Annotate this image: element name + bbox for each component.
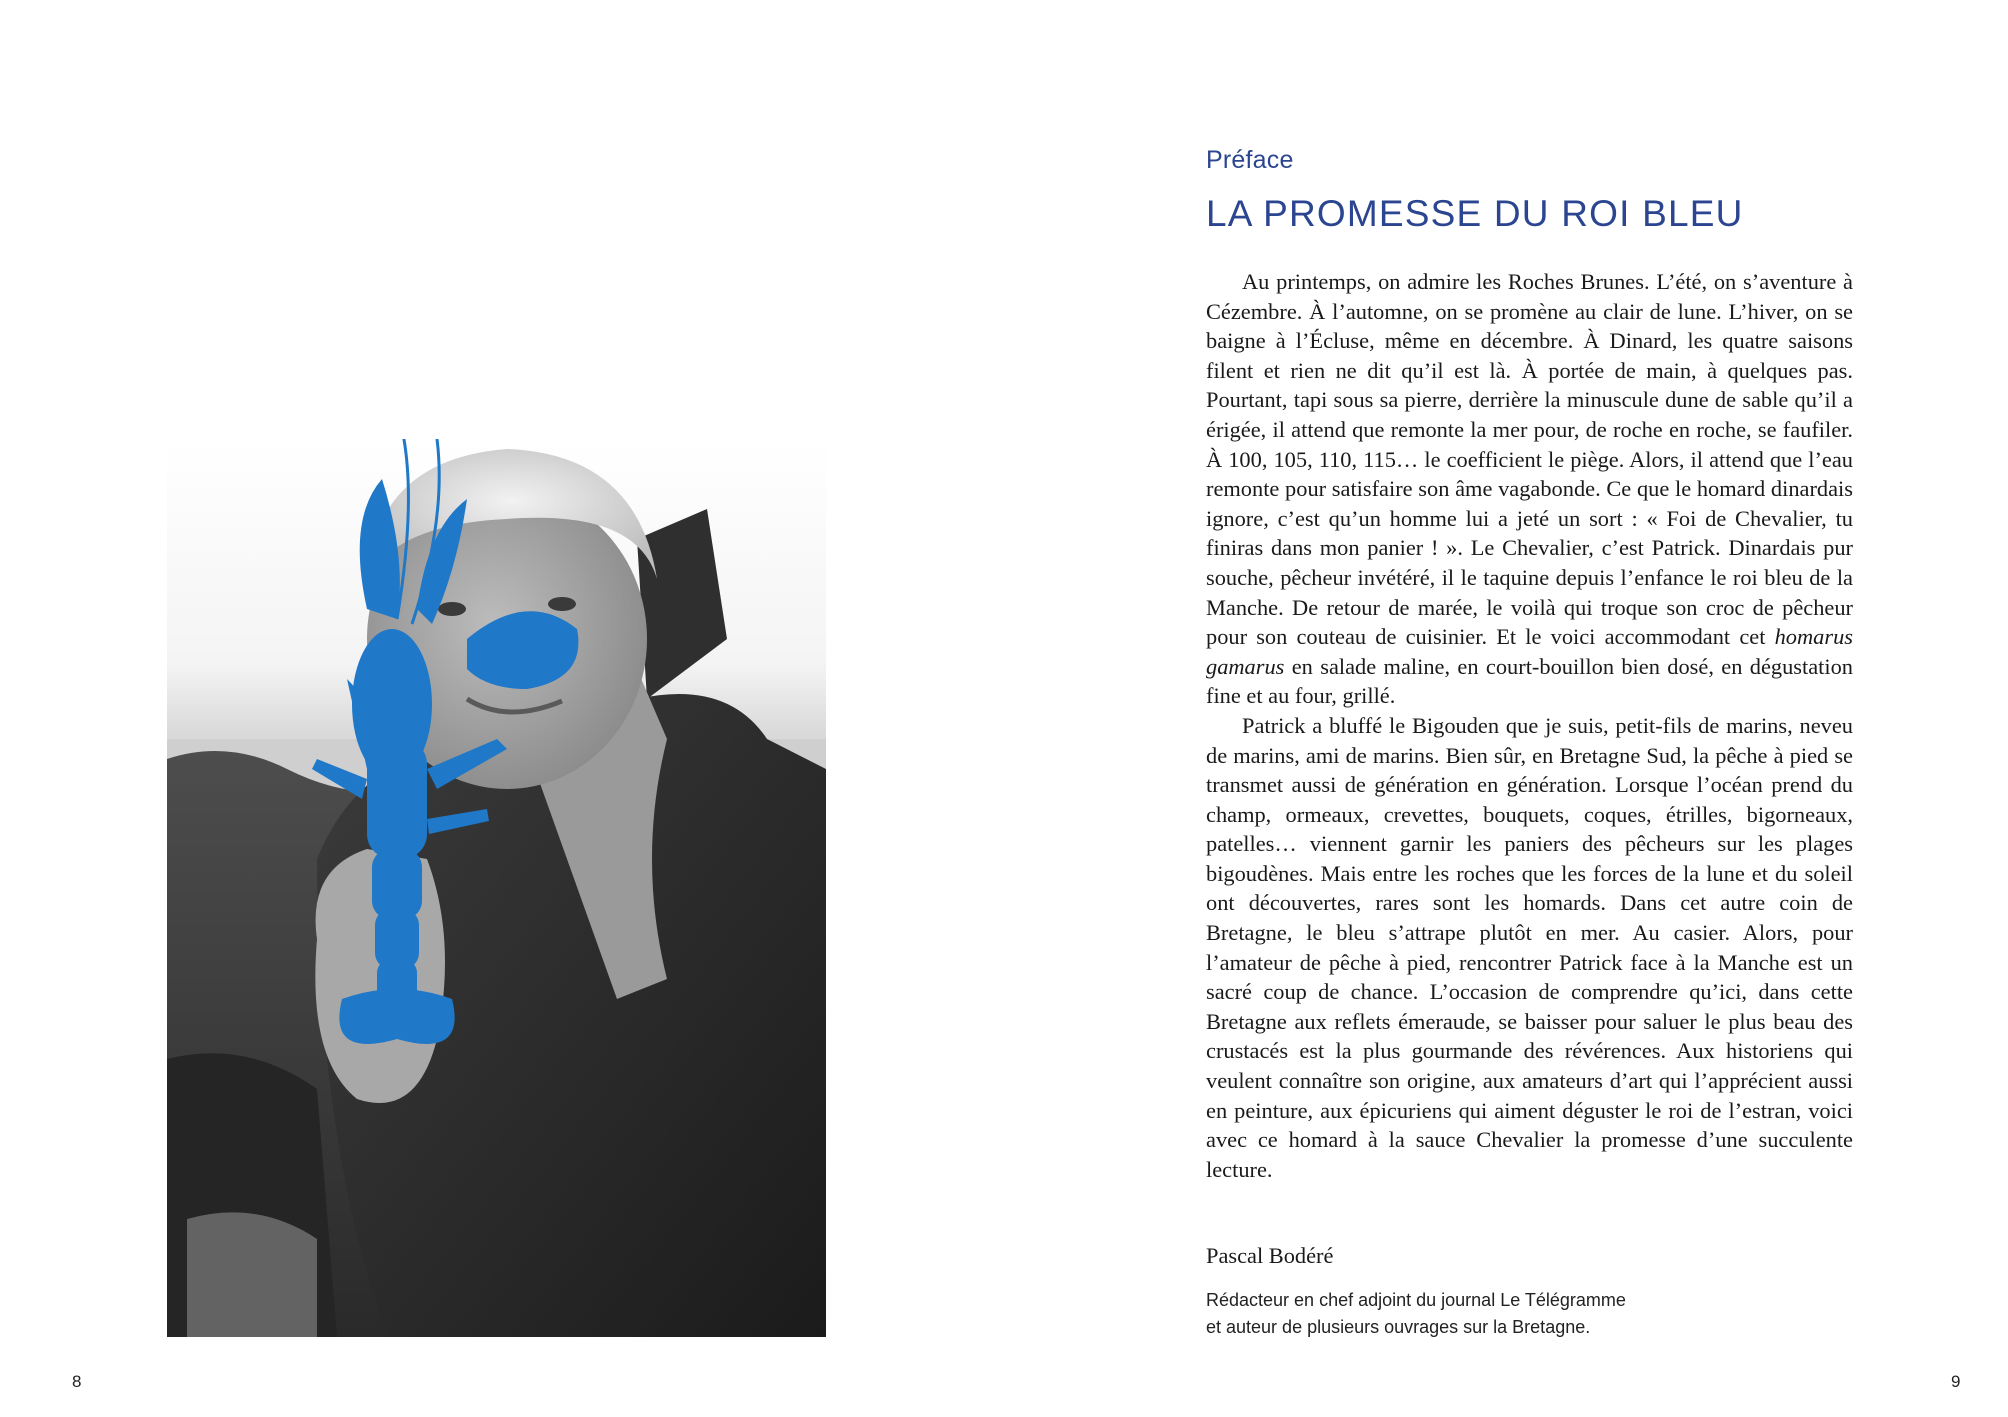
species-name: homarus gamarus [1206,624,1853,679]
page-number-right: 9 [1951,1372,1961,1391]
chapter-title: LA PROMESSE DU ROI BLEU [1206,193,1744,234]
paragraph-1 [1206,267,1853,711]
paragraph-1-text: Au printemps, on admire les Roches Brunes. L’été, on s’aventure à Cézembre. À l’automne, on se promène au clair de lune. L’hiver, on se baigne à l’Écluse, même en décembre. À Dinard, les quatre saisons filent et rien ne dit qu’il est là. À portée de main, à quelques pas. Pourtant, tapi sous sa pierre, derrière la minuscule dune de sable qu’il a érigée, il attend que remonte la mer pour, de roche en roche, se faufiler. À 100, 105, 110, 115… le coefficient le piège. Alors, il attend que l’eau remonte pour satisfaire son âme vagabonde. Ce que le homard dinardais ignore, c’est qu’un homme lui a jeté un sort : « Foi de Chevalier, tu finiras dans mon panier ! ». Le Chevalier, c’est Patrick. Dinardais pur souche, pêcheur invétéré, il le taquine depuis l’enfance le roi bleu de la Manche. De retour de marée, le voilà qui troque son croc de pêcheur pour son couteau de cuisinier. Et le voici accommodant cet [1206,269,1853,650]
author-role-line-2: et auteur de plusieurs ouvrages sur la Bretagne. [1206,1317,1591,1337]
page-number-left: 8 [72,1372,82,1391]
paragraph-2: Patrick a bluffé le Bigouden que je suis, petit-fils de marins, neveu de marins, ami de marins. Bien sûr, en Bretagne Sud, la pêche à pied se transmet aussi de génération en génération. Lorsque l’océan prend du champ, ormeaux, crevettes, bouquets, coques, étrilles, bigorneaux, patelles… viennent garnir les paniers des pêcheurs sur les plages bigoudènes. Mais entre les roches que les forces de la lune et du soleil ont découvertes, rares sont les homards. Dans cet autre coin de Bretagne, le bleu s’attrape plutôt en mer. Au casier. Alors, pour l’amateur de pêche à pied, rencontrer Patrick face à la Manche est un sacré coup de chance. L’occasion de comprendre qu’ici, dans cette Bretagne aux reflets émeraude, se baisser pour saluer le plus beau des crustacés est la plus gourmande des révérences. Aux historiens qui veulent connaître son origine, aux amateurs d’art qui l’apprécient aussi en peinture, aux épicuriens qui aiment déguster le roi de l’estran, voici avec ce homard à la sauce Chevalier la promesse d’une succulente lecture. [1206,712,1853,1182]
section-kicker: Préface [1206,146,1294,174]
paragraph-1-end: en salade maline, en court-bouillon bien dosé, en dégustation fine et au four, grillé. [1206,653,1853,709]
tide-pool [187,1212,317,1337]
photo-illustration [167,439,826,1337]
author-name: Pascal Bodéré [1206,1243,1334,1268]
author-role [1206,1287,1766,1341]
right-eye [548,597,576,611]
left-eye [438,602,466,616]
portrait-photo [167,439,826,1337]
preface-body [1206,267,1853,1184]
author-role-line-1: Rédacteur en chef adjoint du journal Le Télégramme [1206,1290,1626,1310]
